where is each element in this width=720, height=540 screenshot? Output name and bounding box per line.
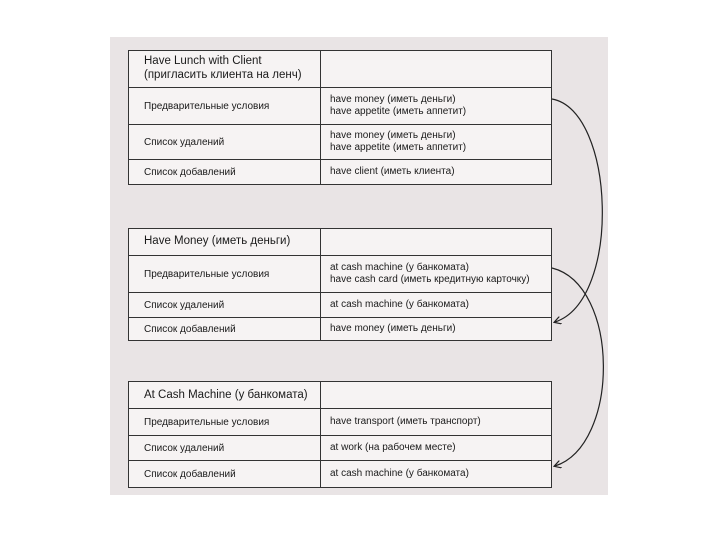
arrow-money-link [552,99,602,322]
operator-name: Have Lunch with Client [144,55,262,67]
operator-name: At Cash Machine (у банкомата) [144,389,308,401]
precondition-item: at cash machine (у банкомата) [330,262,469,273]
addition-item: have money (иметь деньги) [330,323,456,334]
precondition-item: have money (иметь деньги) [330,94,456,105]
deletion-item: have money (иметь деньги) [330,130,456,141]
preconditions-label: Предварительные условия [129,88,321,124]
deletions-label: Список удалений [129,125,321,159]
precondition-item: have appetite (иметь аппетит) [330,106,467,117]
deletion-item: at cash machine (у банкомата) [330,299,469,310]
precondition-item: have transport (иметь транспорт) [330,416,481,427]
precondition-item: have cash card (иметь кредитную карточку) [330,274,530,285]
addition-item: at cash machine (у банкомата) [330,468,469,479]
preconditions-label: Предварительные условия [129,409,321,435]
operator-name: Have Money (иметь деньги) [144,235,291,247]
deletions-label: Список удалений [129,293,321,317]
additions-label: Список добавлений [129,461,321,487]
additions-label: Список добавлений [129,160,321,184]
additions-label: Список добавлений [129,318,321,340]
preconditions-label: Предварительные условия [129,256,321,292]
deletion-item: have appetite (иметь аппетит) [330,142,467,153]
addition-item: have client (иметь клиента) [330,166,455,177]
operator-name-ru: (пригласить клиента на ленч) [144,69,302,81]
deletions-label: Список удалений [129,436,321,460]
arrow-cash-machine-link [552,268,603,466]
deletion-item: at work (на рабочем месте) [330,442,456,453]
